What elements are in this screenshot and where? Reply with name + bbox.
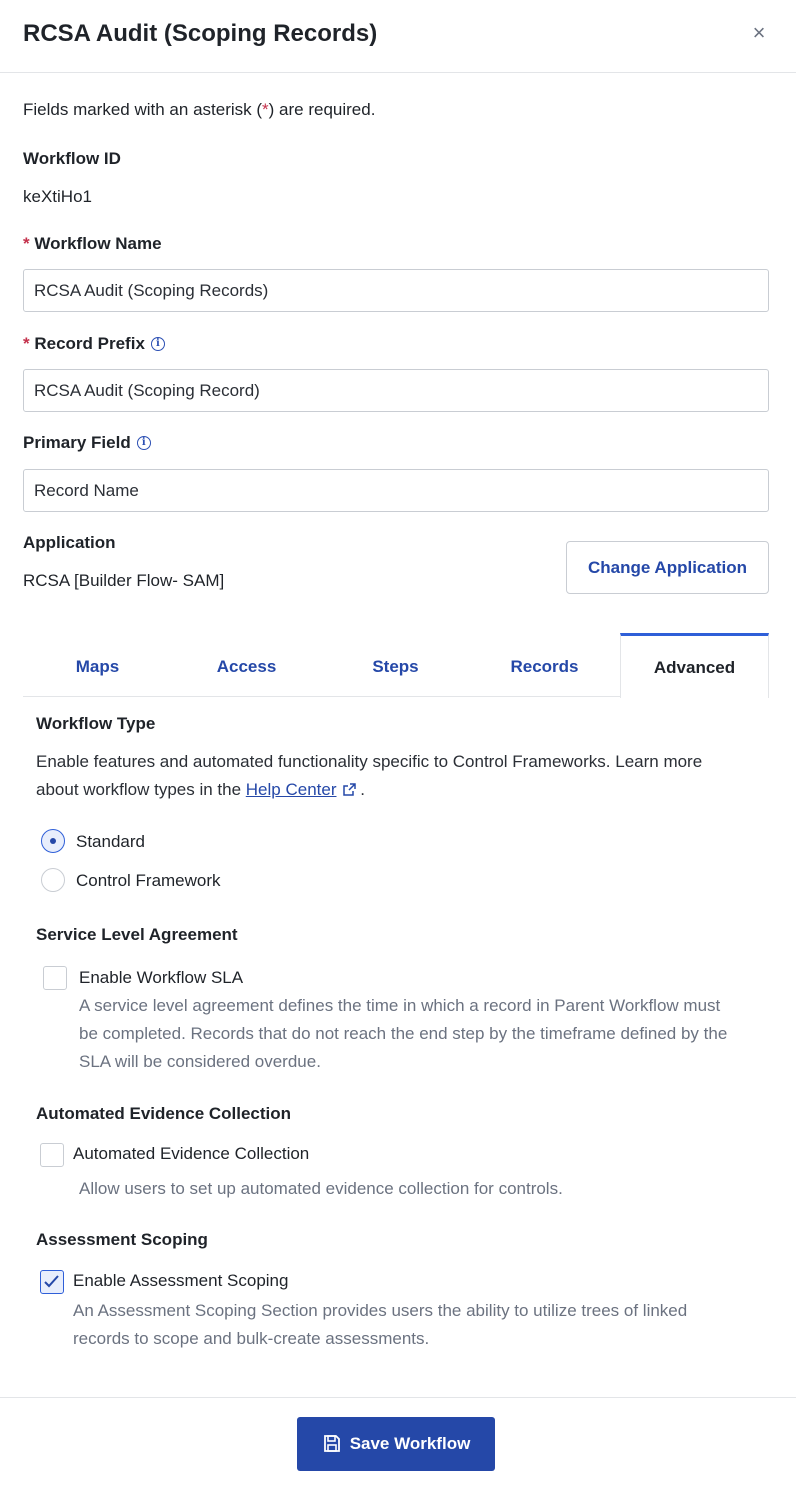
- radio-control-framework-label: Control Framework: [76, 871, 221, 890]
- workflow-type-description: Enable features and automated functionality specific to Control Frameworks. Learn more about workflow types in the Help Center .: [36, 752, 703, 799]
- workflow-name-label: * Workflow Name: [23, 234, 162, 253]
- record-prefix-input[interactable]: RCSA Audit (Scoping Record): [23, 369, 769, 412]
- record-prefix-label: * Record Prefix i: [23, 334, 165, 354]
- radio-standard[interactable]: [41, 829, 65, 853]
- scoping-title: Assessment Scoping: [36, 1230, 208, 1249]
- evidence-help-text: Allow users to set up automated evidence collection for controls.: [79, 1179, 563, 1198]
- modal-header: [0, 0, 796, 73]
- scoping-checkbox[interactable]: [40, 1270, 64, 1294]
- evidence-title: Automated Evidence Collection: [36, 1104, 292, 1123]
- required-star: *: [262, 100, 269, 119]
- radio-control-framework[interactable]: [41, 868, 65, 892]
- external-link-icon: [343, 783, 356, 796]
- required-note: Fields marked with an asterisk (*) are required.: [23, 100, 376, 119]
- close-icon[interactable]: ×: [752, 20, 766, 45]
- application-value: RCSA [Builder Flow- SAM]: [23, 571, 225, 590]
- tab-access[interactable]: Access: [216, 657, 277, 676]
- save-icon: [322, 1434, 342, 1454]
- workflow-type-title: Workflow Type: [36, 714, 156, 733]
- sla-checkbox-label: Enable Workflow SLA: [79, 968, 244, 987]
- tab-advanced[interactable]: Advanced: [620, 633, 769, 698]
- tab-maps[interactable]: Maps: [75, 657, 120, 676]
- workflow-name-input[interactable]: RCSA Audit (Scoping Records): [23, 269, 769, 312]
- sla-checkbox[interactable]: [43, 966, 67, 990]
- save-workflow-button[interactable]: Save Workflow: [297, 1417, 495, 1471]
- primary-field-input[interactable]: Record Name: [23, 469, 769, 512]
- workflow-id-label: Workflow ID: [23, 149, 121, 168]
- evidence-checkbox-label: Automated Evidence Collection: [73, 1144, 310, 1163]
- workflow-id-value: keXtiHo1: [23, 187, 92, 206]
- checkmark-icon: [41, 1271, 62, 1292]
- sla-help-text: A service level agreement defines the time in which a record in Parent Workflow must be completed. Records that do not reach the end step by the timeframe defined by the SLA will be considered overdue.: [79, 996, 728, 1071]
- modal-title: RCSA Audit (Scoping Records): [23, 20, 378, 47]
- tab-records[interactable]: Records: [510, 657, 579, 676]
- tab-steps[interactable]: Steps: [372, 657, 419, 676]
- application-label: Application: [23, 533, 116, 552]
- info-icon[interactable]: i: [137, 436, 151, 450]
- evidence-checkbox[interactable]: [40, 1143, 64, 1167]
- info-icon[interactable]: i: [151, 337, 165, 351]
- scoping-help-text: An Assessment Scoping Section provides users the ability to utilize trees of linked records to scope and bulk-create assessments.: [73, 1301, 688, 1348]
- sla-title: Service Level Agreement: [36, 925, 238, 944]
- change-application-button[interactable]: Change Application: [566, 541, 769, 594]
- scoping-checkbox-label: Enable Assessment Scoping: [73, 1271, 289, 1290]
- radio-standard-label: Standard: [76, 832, 145, 851]
- help-center-link[interactable]: Help Center: [245, 780, 337, 799]
- tab-bar: [23, 633, 769, 697]
- primary-field-label: Primary Field i: [23, 433, 151, 453]
